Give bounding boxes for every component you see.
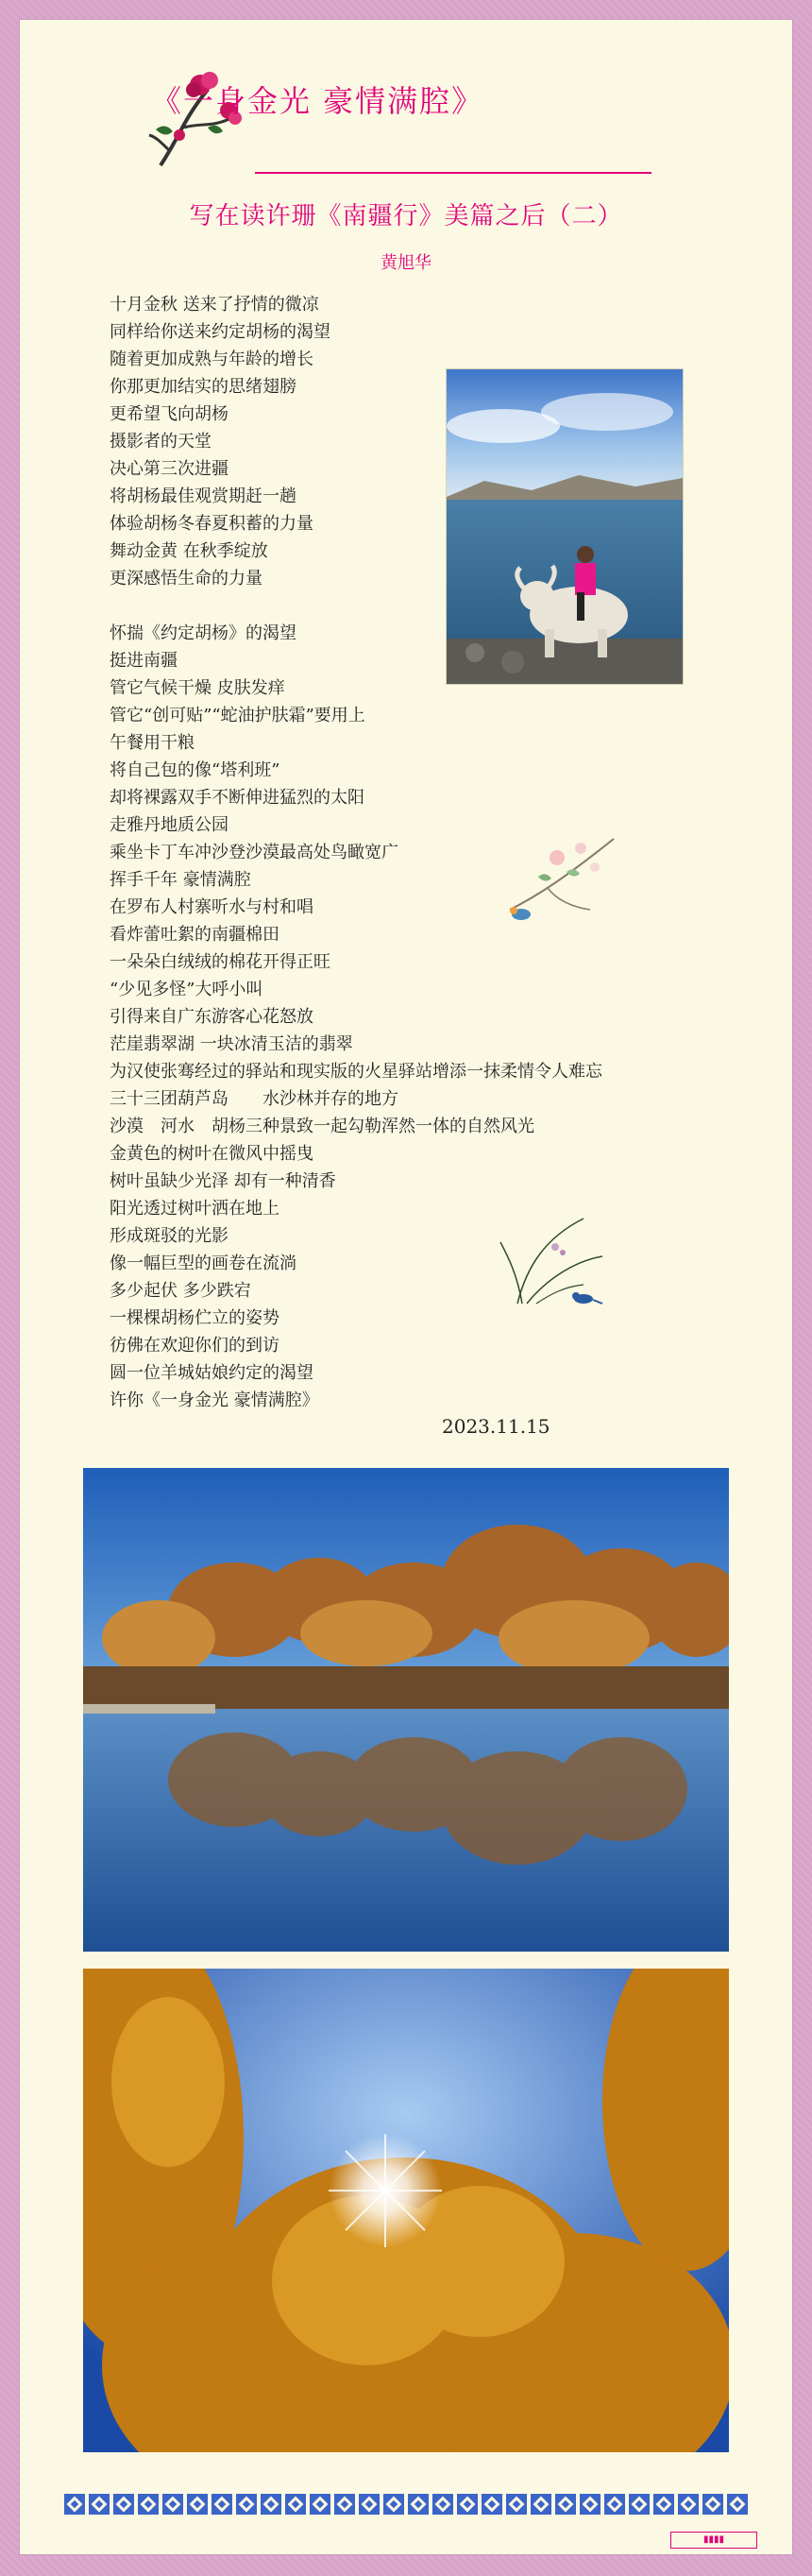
orchid-bird-icon	[499, 1209, 608, 1313]
poem-line: 决心第三次进疆	[110, 459, 228, 479]
poem-line: 将自己包的像“塔利班”	[110, 760, 280, 780]
border-tile	[702, 2494, 723, 2515]
border-tile	[261, 2494, 281, 2515]
poem-line: 更深感悟生命的力量	[110, 569, 262, 589]
poem-line: 看炸蕾吐絮的南疆棉田	[110, 925, 279, 945]
poem-line: 形成斑驳的光影	[110, 1226, 228, 1246]
border-tile	[359, 2494, 380, 2515]
page-title: 《一身金光 豪情满腔》	[151, 83, 484, 119]
border-tile	[653, 2494, 674, 2515]
poem-line: 彷佛在欢迎你们的到访	[110, 1336, 279, 1356]
golden-poplar-sunburst-photo	[83, 1969, 729, 2452]
yak-lake-photo	[446, 368, 684, 685]
poem-line: 同样给你送来约定胡杨的渴望	[110, 322, 330, 342]
border-tile	[64, 2494, 85, 2515]
border-tile	[285, 2494, 306, 2515]
poem-line: 怀揣《约定胡杨》的渴望	[110, 623, 296, 643]
border-tile	[457, 2494, 478, 2515]
poem-line: 为汉使张骞经过的驿站和现实版的火星驿站增添一抹柔情令人难忘	[110, 1062, 602, 1082]
paper-card	[19, 19, 793, 2555]
poem-line: 将胡杨最佳观赏期赶一趟	[110, 486, 296, 506]
poem-line: 一棵棵胡杨伫立的姿势	[110, 1308, 279, 1328]
poem-line: 茫崖翡翠湖 一块冰清玉洁的翡翠	[110, 1034, 353, 1054]
border-tile	[727, 2494, 748, 2515]
poem-line: 挺进南疆	[110, 651, 178, 671]
border-tile	[89, 2494, 110, 2515]
poem-line: 在罗布人村寨听水与村和唱	[110, 897, 313, 917]
poem-line: 圆一位羊城姑娘约定的渴望	[110, 1363, 313, 1383]
border-tile	[531, 2494, 551, 2515]
poem-line: 像一幅巨型的画卷在流淌	[110, 1254, 296, 1273]
flower-bird-icon	[500, 820, 623, 933]
border-tile	[310, 2494, 330, 2515]
border-tile	[580, 2494, 601, 2515]
poem-date: 2023.11.15	[442, 1415, 550, 1438]
poem-line: 挥手千年 豪情满腔	[110, 870, 251, 890]
border-tile	[678, 2494, 699, 2515]
border-tile	[236, 2494, 257, 2515]
title-underline	[255, 172, 651, 174]
poem-stanza-2	[110, 620, 752, 1414]
border-tile	[334, 2494, 355, 2515]
poem-line: 许你《一身金光 豪情满腔》	[110, 1390, 319, 1410]
poem-line: 更希望飞向胡杨	[110, 404, 228, 424]
border-tile	[629, 2494, 650, 2515]
poem-line: 舞动金黄 在秋季绽放	[110, 541, 268, 561]
border-tile	[138, 2494, 159, 2515]
border-tile	[604, 2494, 625, 2515]
border-tile	[506, 2494, 527, 2515]
poem-line: 多少起伏 多少跌宕	[110, 1281, 251, 1301]
poem-line: 一朵朵白绒绒的棉花开得正旺	[110, 952, 330, 972]
poem-line: 三十三团葫芦岛 水沙林并存的地方	[110, 1089, 398, 1109]
border-tile	[162, 2494, 183, 2515]
poem-line: 树叶虽缺少光泽 却有一种清香	[110, 1171, 336, 1191]
poem-line: 管它“创可贴”“蛇油护肤霜”要用上	[110, 706, 365, 725]
border-tile	[482, 2494, 502, 2515]
poem-line: 体验胡杨冬春夏积蓄的力量	[110, 514, 313, 534]
border-tile	[113, 2494, 134, 2515]
poem-line: “少见多怪”大呼小叫	[110, 980, 263, 999]
poplar-lake-reflection-photo	[83, 1468, 729, 1952]
border-tile	[383, 2494, 404, 2515]
poem-line: 阳光透过树叶洒在地上	[110, 1199, 279, 1219]
border-tile	[211, 2494, 232, 2515]
poem-line: 摄影者的天堂	[110, 432, 211, 452]
border-tile	[432, 2494, 453, 2515]
border-tile	[187, 2494, 208, 2515]
poem-line: 午餐用干粮	[110, 733, 195, 753]
poem-line: 随着更加成熟与年龄的增长	[110, 350, 313, 369]
poem-line: 乘坐卡丁车冲沙登沙漠最高处鸟瞰宽广	[110, 843, 398, 862]
poem-line: 管它气候干燥 皮肤发痒	[110, 678, 285, 698]
author-name: 黄旭华	[381, 253, 431, 273]
poem-line: 走雅丹地质公园	[110, 815, 228, 835]
poem-line: 引得来自广东游客心花怒放	[110, 1007, 313, 1027]
poem-line: 你那更加结实的思绪翅膀	[110, 377, 296, 397]
border-tile	[408, 2494, 429, 2515]
border-tile	[555, 2494, 576, 2515]
decorative-border	[38, 2494, 774, 2515]
poem-line: 沙漠 河水 胡杨三种景致一起勾勒浑然一体的自然风光	[110, 1117, 534, 1136]
artist-seal: ▮▮▮▮	[670, 2532, 757, 2549]
poem-line: 金黄色的树叶在微风中摇曳	[110, 1144, 313, 1164]
page-subtitle: 写在读许珊《南疆行》美篇之后（二）	[189, 202, 623, 230]
poem-line: 十月金秋 送来了抒情的微凉	[110, 295, 319, 315]
poem-line: 却将裸露双手不断伸进猛烈的太阳	[110, 788, 364, 808]
